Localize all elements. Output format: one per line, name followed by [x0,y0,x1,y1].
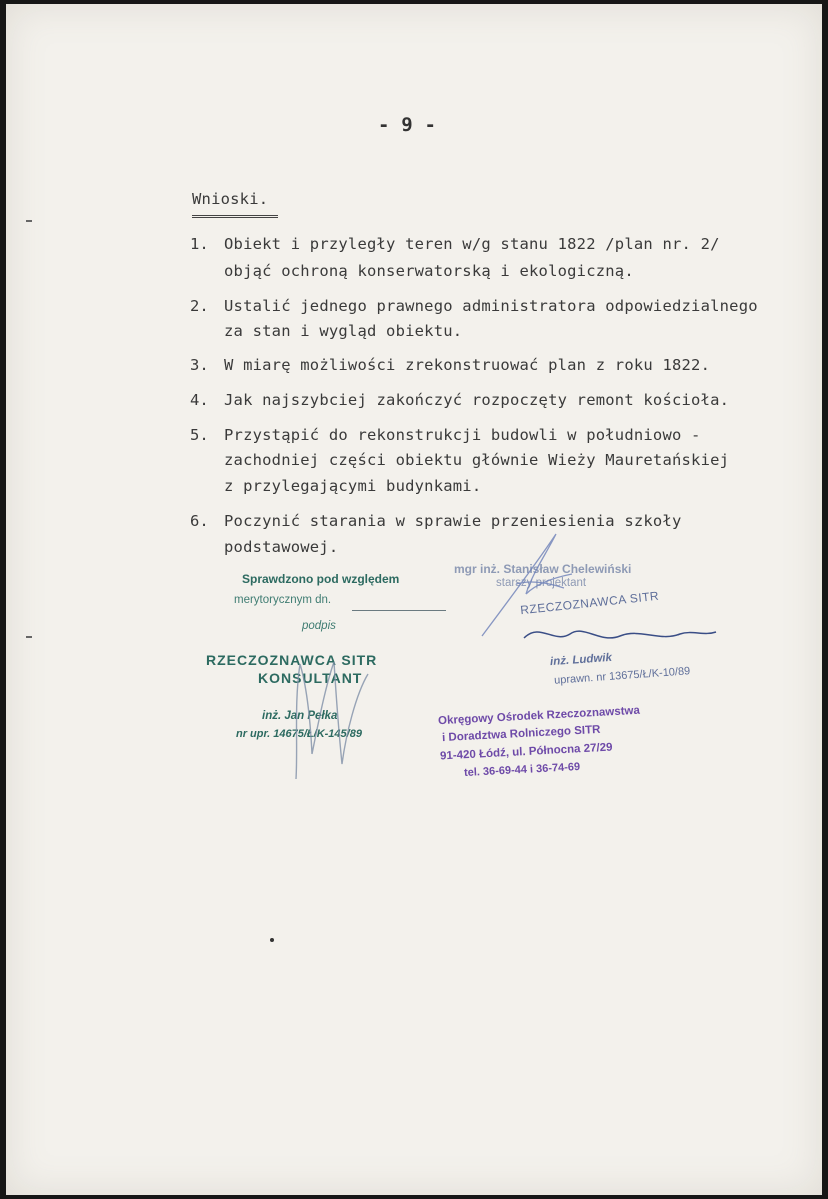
stamp-expert2-name: inż. Ludwik [549,651,613,669]
item-2-line-2: za stan i wygląd obiektu. [224,322,463,340]
section-heading: Wnioski. [192,190,269,208]
ink-dot [270,938,274,942]
item-5-line-3: z przylegającymi budynkami. [224,477,482,495]
stamp-checked-line-3: podpis [302,620,336,632]
margin-mark [26,220,32,222]
stamp-office-line-4: tel. 36-69-44 i 36-74-69 [463,760,581,780]
stamp-consultant-name: inż. Jan Pełka [262,710,338,722]
item-number: 2. [190,297,209,315]
item-5-line-1: Przystąpić do rekonstrukcji budowli w południowo - [224,426,701,444]
item-5-line-2: zachodniej części obiektu głównie Wieży Mauretańskiej [224,451,730,469]
heading-underline [192,215,278,218]
item-number: 4. [190,391,209,409]
stamp-office-line-3: 91-420 Łódź, ul. Północna 27/29 [439,741,613,763]
item-1-line-2: objąć ochroną konserwatorską i ekologiczną. [224,262,634,280]
stamp-expert2-line-1: RZECZOZNAWCA SITR [519,588,660,618]
item-1-line-1: Obiekt i przyległy teren w/g stanu 1822 /plan nr. 2/ [224,235,720,253]
document-page [6,4,822,1195]
item-6-line-1: Poczynić starania w sprawie przeniesienia szkoły [224,512,682,530]
stamp-office-line-1: Okręgowy Ośrodek Rzeczoznawstwa [437,704,641,728]
stamp-designer-name: mgr inż. Stanisław Chelewiński [454,562,632,576]
item-number: 5. [190,426,209,444]
item-number: 6. [190,512,209,530]
stamp-consultant-license: nr upr. 14675/Ł/K-145/89 [236,728,362,740]
stamp-designer-title: starszy projektant [496,577,587,589]
item-3-line-1: W miarę możliwości zrekonstruować plan z roku 1822. [224,356,711,374]
page-number: - 9 - [378,114,437,136]
stamp-consultant-line-2: KONSULTANT [258,670,363,686]
stamp-expert2-license: uprawn. nr 13675/Ł/K-10/89 [553,665,691,687]
item-6-line-2: podstawowej. [224,538,339,556]
stamp-checked-line-1: Sprawdzono pod względem [242,572,400,586]
stamp-consultant-line-1: RZECZOZNAWCA SITR [206,652,378,668]
expert2-signature [520,614,720,654]
margin-mark [26,636,32,638]
consultant-signature [276,644,376,784]
stamp-checked-signature-line [352,610,446,611]
stamp-office-line-2: i Doradztwa Rolniczego SITR [441,723,601,745]
item-number: 1. [190,235,209,253]
item-2-line-1: Ustalić jednego prawnego administratora odpowiedzialnego [224,297,758,315]
item-4-line-1: Jak najszybciej zakończyć rozpoczęty remont kościoła. [224,391,730,409]
item-number: 3. [190,356,209,374]
stamp-checked-line-2: merytorycznym dn. [234,594,332,606]
